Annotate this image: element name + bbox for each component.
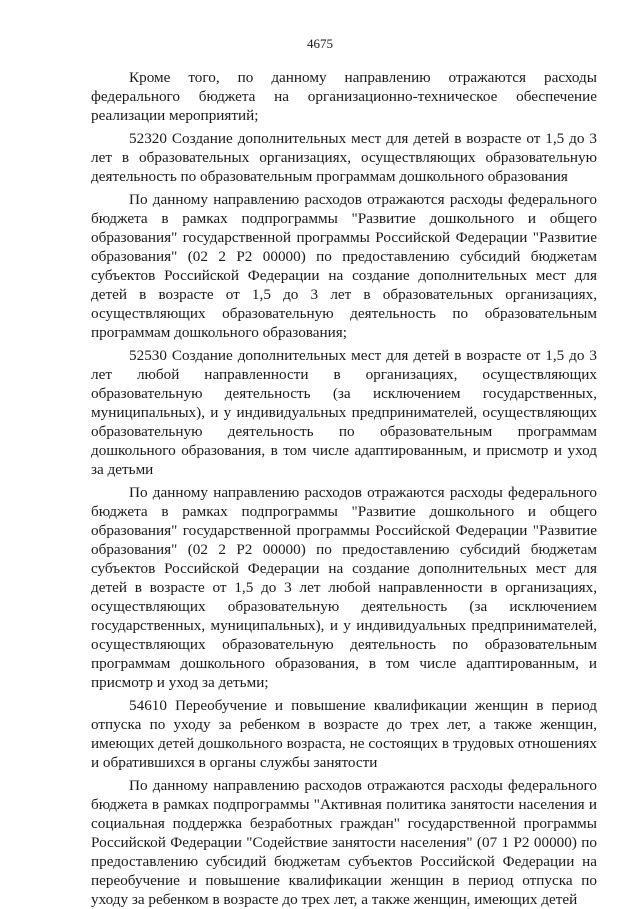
paragraph-54610-description: По данному направлению расходов отражаются расходы федерального бюджета в рамках подпрограммы "Активная политика занятости населения и социальная поддержка безработных граждан" государственной программы Российской Федерации "Содействие занятости населения" (07 1 Р2 00000) по предоставлению субсидий бюджетам субъектов Российской Федерации на переобучение и повышение квалификации женщин в период отпуска по уходу за ребенком в возрасте до трех лет, а также женщин, имеющих детей: [91, 777, 597, 908]
paragraph-code-52320: 52320 Создание дополнительных мест для детей в возрасте от 1,5 до 3 лет в образовательных организациях, осуществляющих образовательную деятельность по образовательным программам дошкольного образования: [91, 130, 597, 185]
document-body: [91, 68, 597, 909]
paragraph-52320-description: По данному направлению расходов отражаются расходы федерального бюджета в рамках подпрограммы "Развитие дошкольного и общего образования" государственной программы Российской Федерации "Развитие образования" (02 2 Р2 00000) по предоставлению субсидий бюджетам субъектов Российской Федерации на создание дополнительных мест для детей в возрасте от 1,5 до 3 лет в образовательных организациях, осуществляющих образовательную деятельность по образовательным программам дошкольного образования;: [91, 191, 597, 341]
paragraph-intro-expenses: Кроме того, по данному направлению отражаются расходы федерального бюджета на организационно-техническое обеспечение реализации мероприятий;: [91, 69, 597, 124]
paragraph-code-54610: 54610 Переобучение и повышение квалификации женщин в период отпуска по уходу за ребенком в возрасте до трех лет, а также женщин, имеющих детей дошкольного возраста, не состоящих в трудовых отношениях и обратившихся в органы службы занятости: [91, 697, 597, 771]
paragraph-code-52530: 52530 Создание дополнительных мест для детей в возрасте от 1,5 до 3 лет любой направленности в организациях, осуществляющих образовательную деятельность (за исключением государственных, муниципальных), и у индивидуальных предпринимателей, осуществляющих образовательную деятельность по образовательным программам дошкольного образования, в том числе адаптированным, и присмотр и уход за детьми: [91, 347, 597, 478]
page-number: 4675: [307, 36, 333, 51]
paragraph-52530-description: По данному направлению расходов отражаются расходы федерального бюджета в рамках подпрограммы "Развитие дошкольного и общего образования" государственной программы Российской Федерации "Развитие образования" (02 2 Р2 00000) по предоставлению субсидий бюджетам субъектов Российской Федерации на создание дополнительных мест для детей в возрасте от 1,5 до 3 лет любой направленности в организациях, осуществляющих образовательную деятельность (за исключением государственных, муниципальных), и у индивидуальных предпринимателей, осуществляющих образовательную деятельность по образовательным программам дошкольного образования, в том числе адаптированным, и присмотр и уход за детьми;: [91, 484, 597, 691]
